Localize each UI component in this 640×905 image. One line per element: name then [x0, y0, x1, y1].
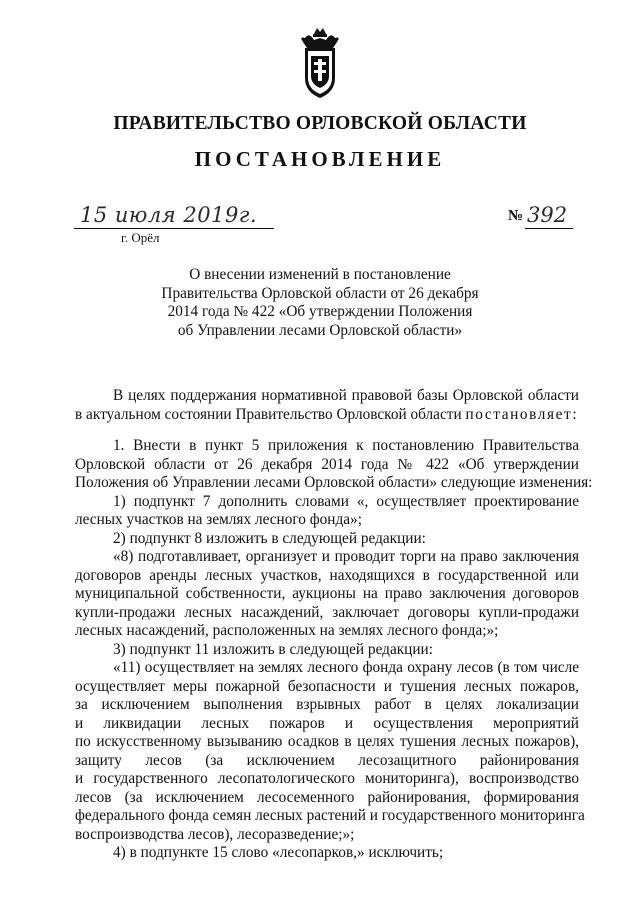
- document-subject: [0, 266, 640, 340]
- document-date: 15 июля 2019г.: [80, 203, 258, 227]
- body-line: договоров аренды лесных участков, находящихся в государственной или: [75, 566, 579, 584]
- body-line: за исключением выполнения взрывных работ в целях локализации: [75, 696, 579, 713]
- document-type: ПОСТАНОВЛЕНИЕ: [194, 147, 446, 171]
- body-line: воспроизводства лесов), лесоразведение;»;: [75, 825, 355, 843]
- subject-line: 2014 года № 422 «Об утверждении Положения: [167, 303, 473, 320]
- number-label: №: [508, 208, 524, 224]
- body-line: лесов (за исключением лесосеменного районирования, формирования: [75, 788, 579, 806]
- body-line: муниципальной собственности, аукционы на право заключения договоров: [75, 585, 579, 602]
- resolves-word: постановляет:: [465, 405, 579, 423]
- body-line: 2) подпункт 8 изложить в следующей редакции:: [113, 529, 426, 547]
- body-line: защиту лесов (за исключением лесозащитного районирования: [75, 751, 579, 769]
- body-line: купли-продажи лесных насаждений, заключает договоры купли-продажи: [75, 603, 579, 621]
- body-line: Орловской области от 26 декабря 2014 года № 422 «Об утверждении: [75, 455, 579, 473]
- subject-line: об Управлении лесами Орловской области»: [177, 321, 463, 339]
- body-line: и ликвидации лесных пожаров и осуществления мероприятий: [75, 714, 579, 732]
- body-line: по искусственному вызыванию осадков в целях тушения лесных пожаров),: [75, 733, 579, 750]
- document-number: 392: [527, 203, 568, 227]
- city: г. Орёл: [121, 230, 160, 245]
- coat-of-arms-emblem: [297, 26, 343, 102]
- body-line: 4) в подпункте 15 слово «лесопарков,» исключить;: [113, 844, 444, 861]
- subject-line: О внесении изменений в постановление: [189, 266, 451, 283]
- body-line: «8) подготавливает, организует и проводит торги на право заключения: [113, 548, 579, 565]
- document-body: [75, 387, 593, 863]
- body-line: 3) подпункт 11 изложить в следующей редакции:: [113, 640, 433, 658]
- body-line: 1. Внести в пункт 5 приложения к постановлению Правительства: [113, 437, 579, 454]
- body-line: В целях поддержания нормативной правовой базы Орловской области: [113, 387, 579, 404]
- body-text: в актуальном состоянии Правительство Орловской области: [75, 405, 462, 423]
- number-underline: [525, 228, 573, 229]
- body-line: осуществляет меры пожарной безопасности и тушения лесных пожаров,: [75, 677, 579, 695]
- body-line: федерального фонда семян лесных растений и государственного мониторинга: [75, 807, 585, 824]
- body-line: 1) подпункт 7 дополнить словами «, осуществляет проектирование: [113, 492, 579, 510]
- date-underline: [74, 228, 274, 229]
- organization-title: ПРАВИТЕЛЬСТВО ОРЛОВСКОЙ ОБЛАСТИ: [113, 113, 527, 134]
- body-line: и государственного лесопатологического мониторинга), воспроизводство: [75, 770, 579, 787]
- subject-line: Правительства Орловской области от 26 декабря: [161, 284, 479, 302]
- body-line: [75, 406, 579, 425]
- body-line: Положения об Управлении лесами Орловской области» следующие изменения:: [75, 474, 593, 491]
- body-line: лесных насаждений, расположенных на землях лесного фонда;»;: [75, 622, 499, 639]
- body-line: «11) осуществляет на землях лесного фонда охрану лесов (в том числе: [113, 659, 579, 676]
- body-line: лесных участков на землях лесного фонда»;: [75, 511, 362, 528]
